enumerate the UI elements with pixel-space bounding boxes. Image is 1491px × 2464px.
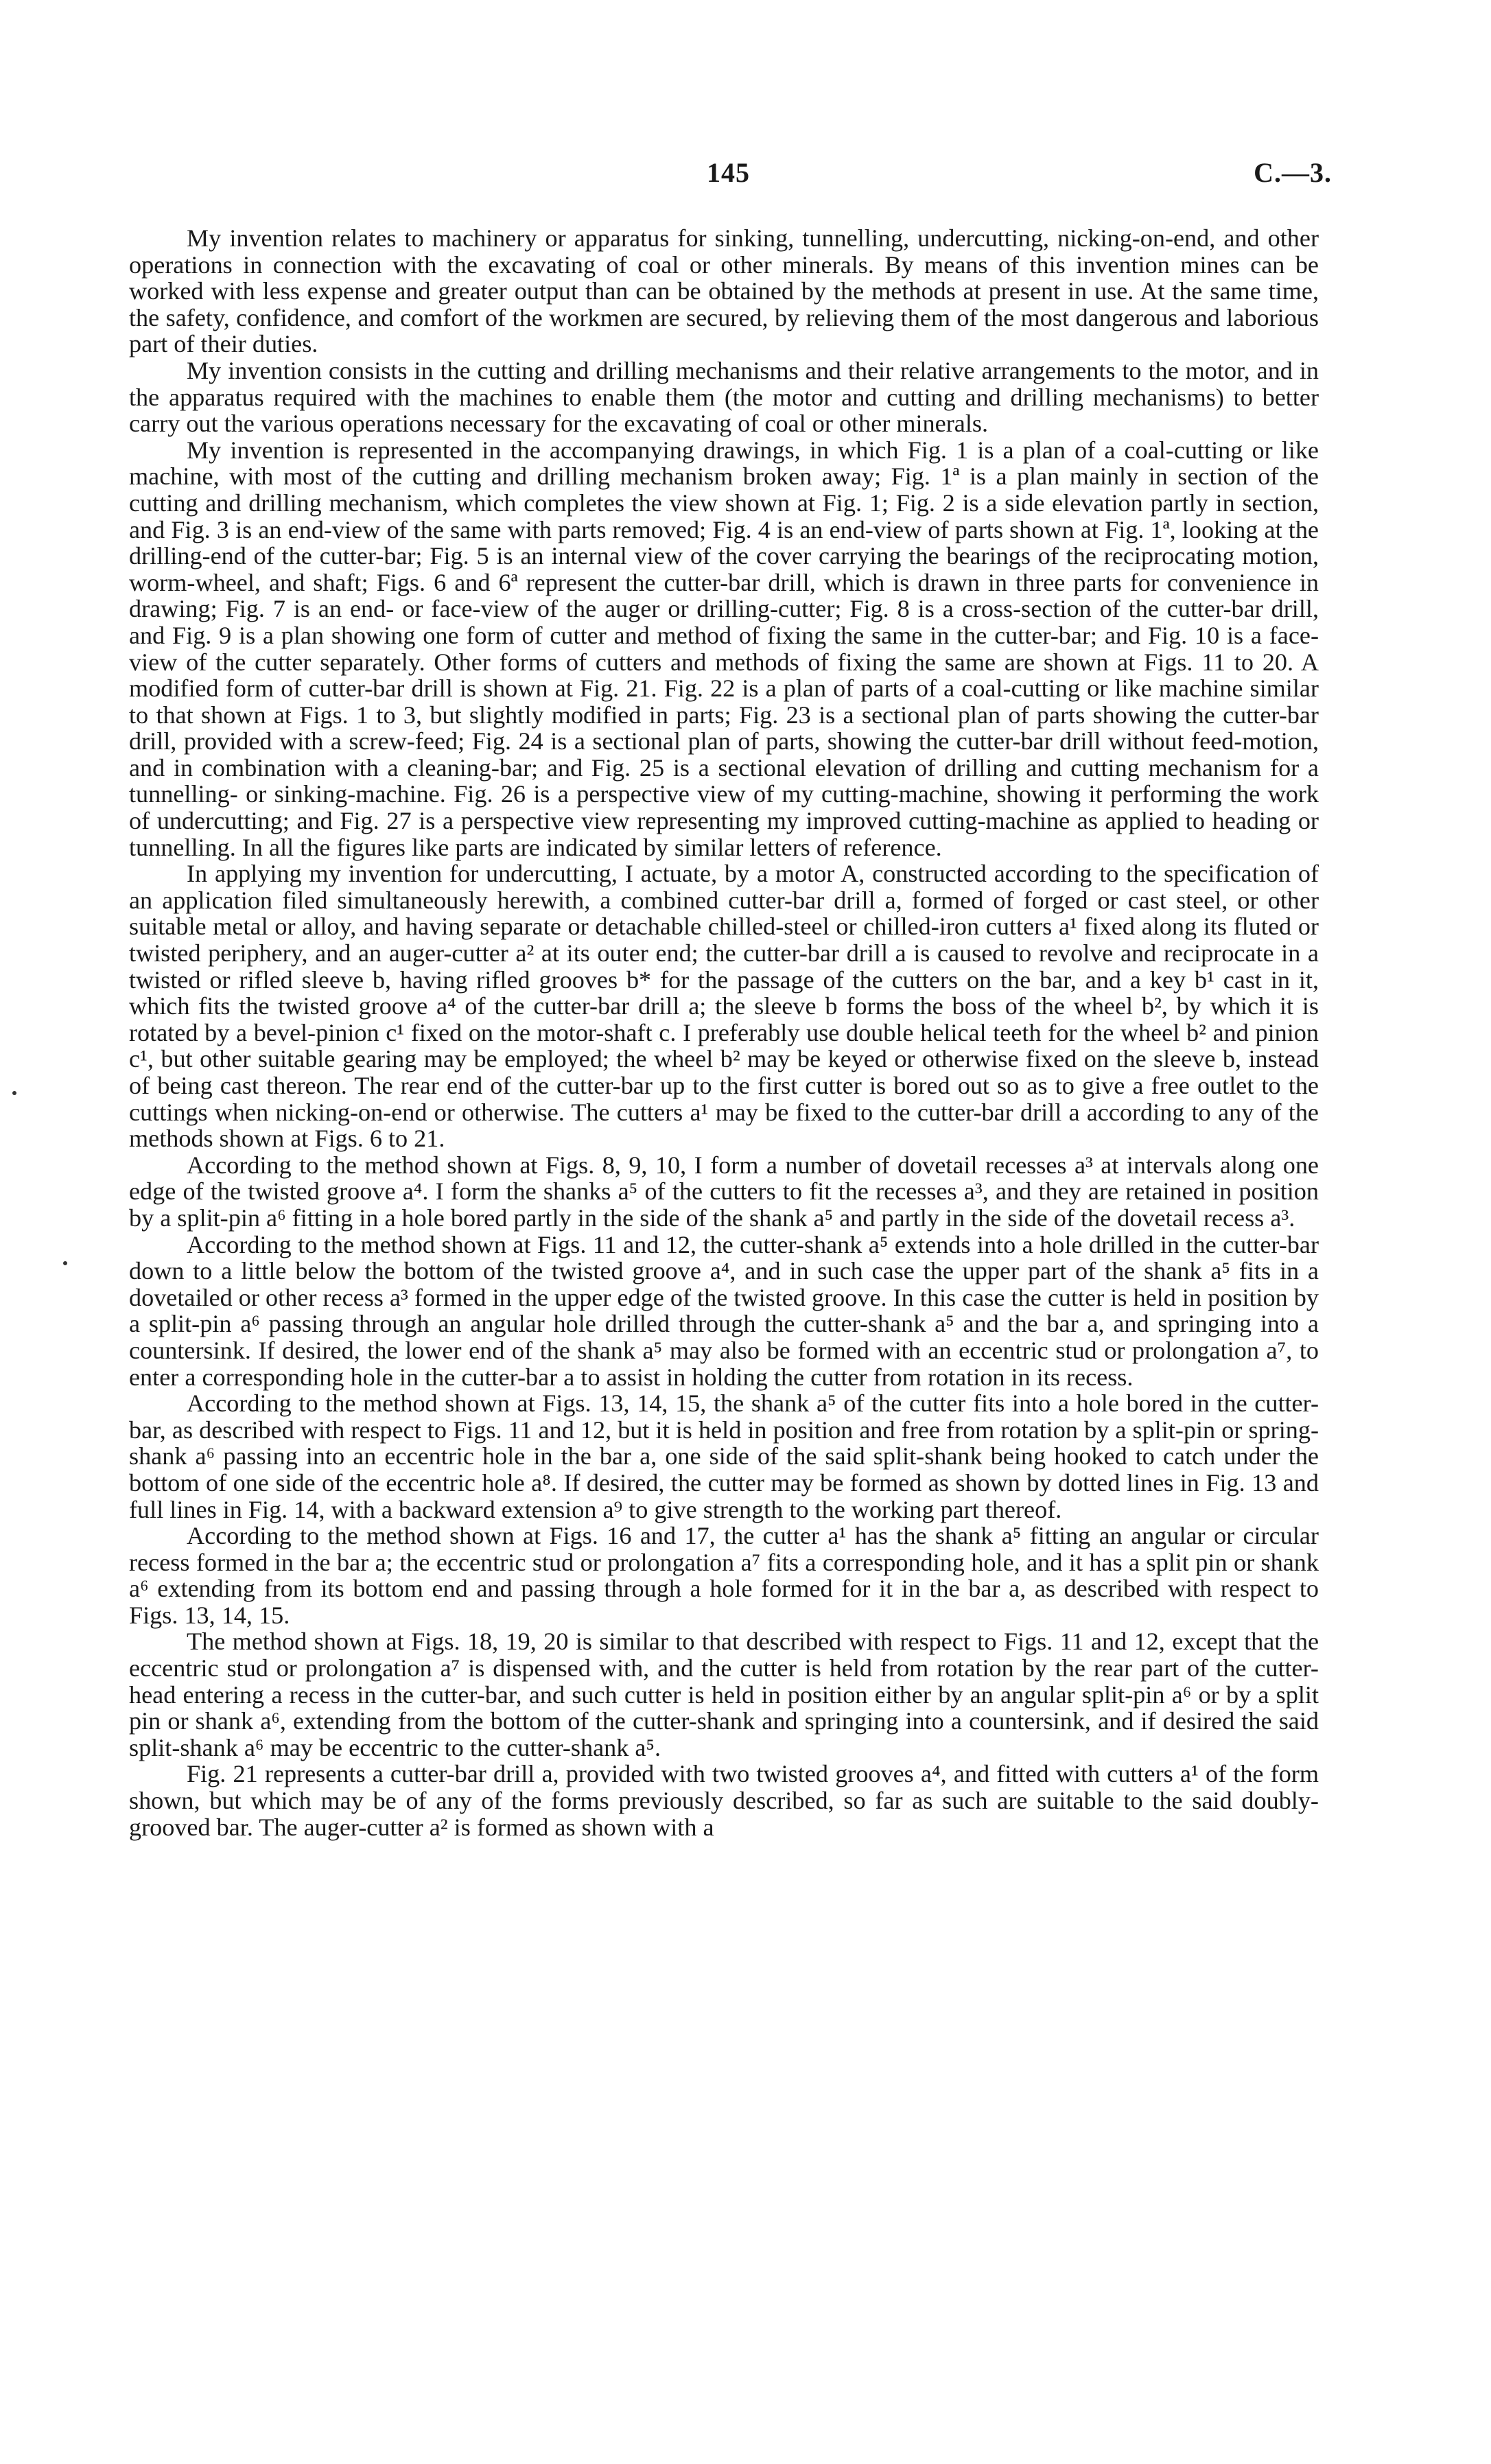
paragraph: My invention relates to machinery or apparatus for sinking, tunnelling, undercutting, nicking-on-end, and other operations in connection with the excavating of coal or other minerals. By means of this invention mines can be worked with less expense and greater output than can be obtained by the methods at present in use. At the same time, the safety, confidence, and comfort of the workmen are secured, by relieving them of the most dangerous and laborious part of their duties. xyxy=(129,224,1319,358)
paragraph: The method shown at Figs. 18, 19, 20 is similar to that described with respect to Figs. 11 and 12, except that the eccentric stud or prolongation a⁷ is dispensed with, and the cutter is held from rotation by the rear part of the cutter-head entering a recess in the cutter-bar, and such cutter is held in position either by an angular split-pin a⁶ or by a split pin or shank a⁶, extending from the bottom of the cutter-shank and springing into a countersink, and if desired the said split-shank a⁶ may be eccentric to the cutter-shank a⁵. xyxy=(129,1628,1319,1761)
page-number: 145 xyxy=(707,157,750,188)
paragraph: According to the method shown at Figs. 16 and 17, the cutter a¹ has the shank a⁵ fitting an angular or circular recess formed in the bar a; the eccentric stud or prolongation a⁷ fits a corresponding hole, and it has a split pin or shank a⁶ extending from its bottom end and passing through a hole formed for it in the bar a, as described with respect to Figs. 13, 14, 15. xyxy=(129,1522,1319,1629)
paragraph: In applying my invention for undercutting, I actuate, by a motor A, constructed according to the specification of an application filed simultaneously herewith, a combined cutter-bar drill a, formed of forged or cast steel, or other suitable metal or alloy, and having separate or detachable chilled-steel or chilled-iron cutters a¹ fixed along its fluted or twisted periphery, and an auger-cutter a² at its outer end; the cutter-bar drill a is caused to revolve and reciprocate in a twisted or rifled sleeve b, having rifled grooves b* for the passage of the cutters on the bar, and a key b¹ cast in it, which fits the twisted groove a⁴ of the cutter-bar drill a; the sleeve b forms the boss of the wheel b², by which it is rotated by a bevel-pinion c¹ fixed on the motor-shaft c. I preferably use double helical teeth for the wheel b² and pinion c¹, but other suitable gearing may be employed; the wheel b² may be keyed or otherwise fixed on the sleeve b, instead of being cast thereon. The rear end of the cutter-bar up to the first cutter is bored out so as to give a free outlet to the cuttings when nicking-on-end or otherwise. The cutters a¹ may be fixed to the cutter-bar drill a according to any of the methods shown at Figs. 6 to 21. xyxy=(129,860,1319,1153)
paragraph: My invention is represented in the accompanying drawings, in which Fig. 1 is a plan of a coal-cutting or like machine, with most of the cutting and drilling mechanism broken away; Fig. 1ª is a plan mainly in section of the cutting and drilling mechanism, which completes the view shown at Fig. 1; Fig. 2 is a side elevation partly in section, and Fig. 3 is an end-view of the same with parts removed; Fig. 4 is an end-view of parts shown at Fig. 1ª, looking at the drilling-end of the cutter-bar; Fig. 5 is an internal view of the cover carrying the bearings of the reciprocating motion, worm-wheel, and shaft; Figs. 6 and 6ª represent the cutter-bar drill, which is drawn in three parts for convenience in drawing; Fig. 7 is an end- or face-view of the auger or drilling-cutter; Fig. 8 is a cross-section of the cutter-bar drill, and Fig. 9 is a plan showing one form of cutter and method of fixing the same in the cutter-bar; and Fig. 10 is a face-view of the cutter separately. Other forms of cutters and methods of fixing the same are shown at Figs. 11 to 20. A modified form of cutter-bar drill is shown at Fig. 21. Fig. 22 is a plan of parts of a coal-cutting or like machine similar to that shown at Figs. 1 to 3, but slightly modified in parts; Fig. 23 is a sectional plan of parts showing the cutter-bar drill, provided with a screw-feed; Fig. 24 is a sectional plan of parts, showing the cutter-bar drill without feed-motion, and in combination with a cleaning-bar; and Fig. 25 is a sectional elevation of drilling and cutting mechanism for a tunnelling- or sinking-machine. Fig. 26 is a perspective view of my cutting-machine, showing it performing the work of undercutting; and Fig. 27 is a perspective view representing my improved cutting-machine as applied to heading or tunnelling. In all the figures like parts are indicated by similar letters of reference. xyxy=(129,436,1319,861)
paragraph: Fig. 21 represents a cutter-bar drill a, provided with two twisted grooves a⁴, and fitted with cutters a¹ of the form shown, but which may be of any of the forms previously described, so far as such are suitable to the said doubly-grooved bar. The auger-cutter a² is formed as shown with a xyxy=(129,1760,1319,1841)
paragraph: According to the method shown at Figs. 11 and 12, the cutter-shank a⁵ extends into a hole drilled in the cutter-bar down to a little below the bottom of the twisted groove a⁴, and in such case the upper part of the shank a⁵ fits in a dovetailed or other recess a³ formed in the upper edge of the twisted groove. In this case the cutter is held in position by a split-pin a⁶ passing through an angular hole drilled through the cutter-shank a⁵ and the bar a, and springing into a countersink. If desired, the lower end of the shank a⁵ may also be formed with an eccentric stud or prolongation a⁷, to enter a corresponding hole in the cutter-bar a to assist in holding the cutter from rotation in its recess. xyxy=(129,1230,1319,1391)
margin-dot xyxy=(12,1091,16,1095)
page-header xyxy=(0,156,1491,198)
paragraph: According to the method shown at Figs. 13, 14, 15, the shank a⁵ of the cutter fits into a hole bored in the cutter-bar, as described with respect to Figs. 11 and 12, but it is held in position and free from rotation by a split-pin or spring-shank a⁶ passing into an eccentric hole in the bar a, one side of the said split-shank being hooked to catch under the bottom of one side of the eccentric hole a⁸. If desired, the cutter may be formed as shown by dotted lines in Fig. 13 and full lines in Fig. 14, with a backward extension a⁹ to give strength to the working part thereof. xyxy=(129,1389,1319,1523)
paragraph: According to the method shown at Figs. 8, 9, 10, I form a number of dovetail recesses a³ at intervals along one edge of the twisted groove a⁴. I form the shanks a⁵ of the cutters to fit the recesses a³, and they are retained in position by a split-pin a⁶ fitting in a hole bored partly in the side of the shank a⁵ and partly in the side of the dovetail recess a³. xyxy=(129,1151,1319,1232)
body-text xyxy=(129,225,1319,1840)
document-reference: C.—3. xyxy=(1254,157,1332,188)
margin-dot xyxy=(63,1261,67,1265)
paragraph: My invention consists in the cutting and drilling mechanisms and their relative arrangements to the motor, and in the apparatus required with the machines to enable them (the motor and cutting and drilling mechanisms) to better carry out the various operations necessary for the excavating of coal or other minerals. xyxy=(129,356,1319,438)
